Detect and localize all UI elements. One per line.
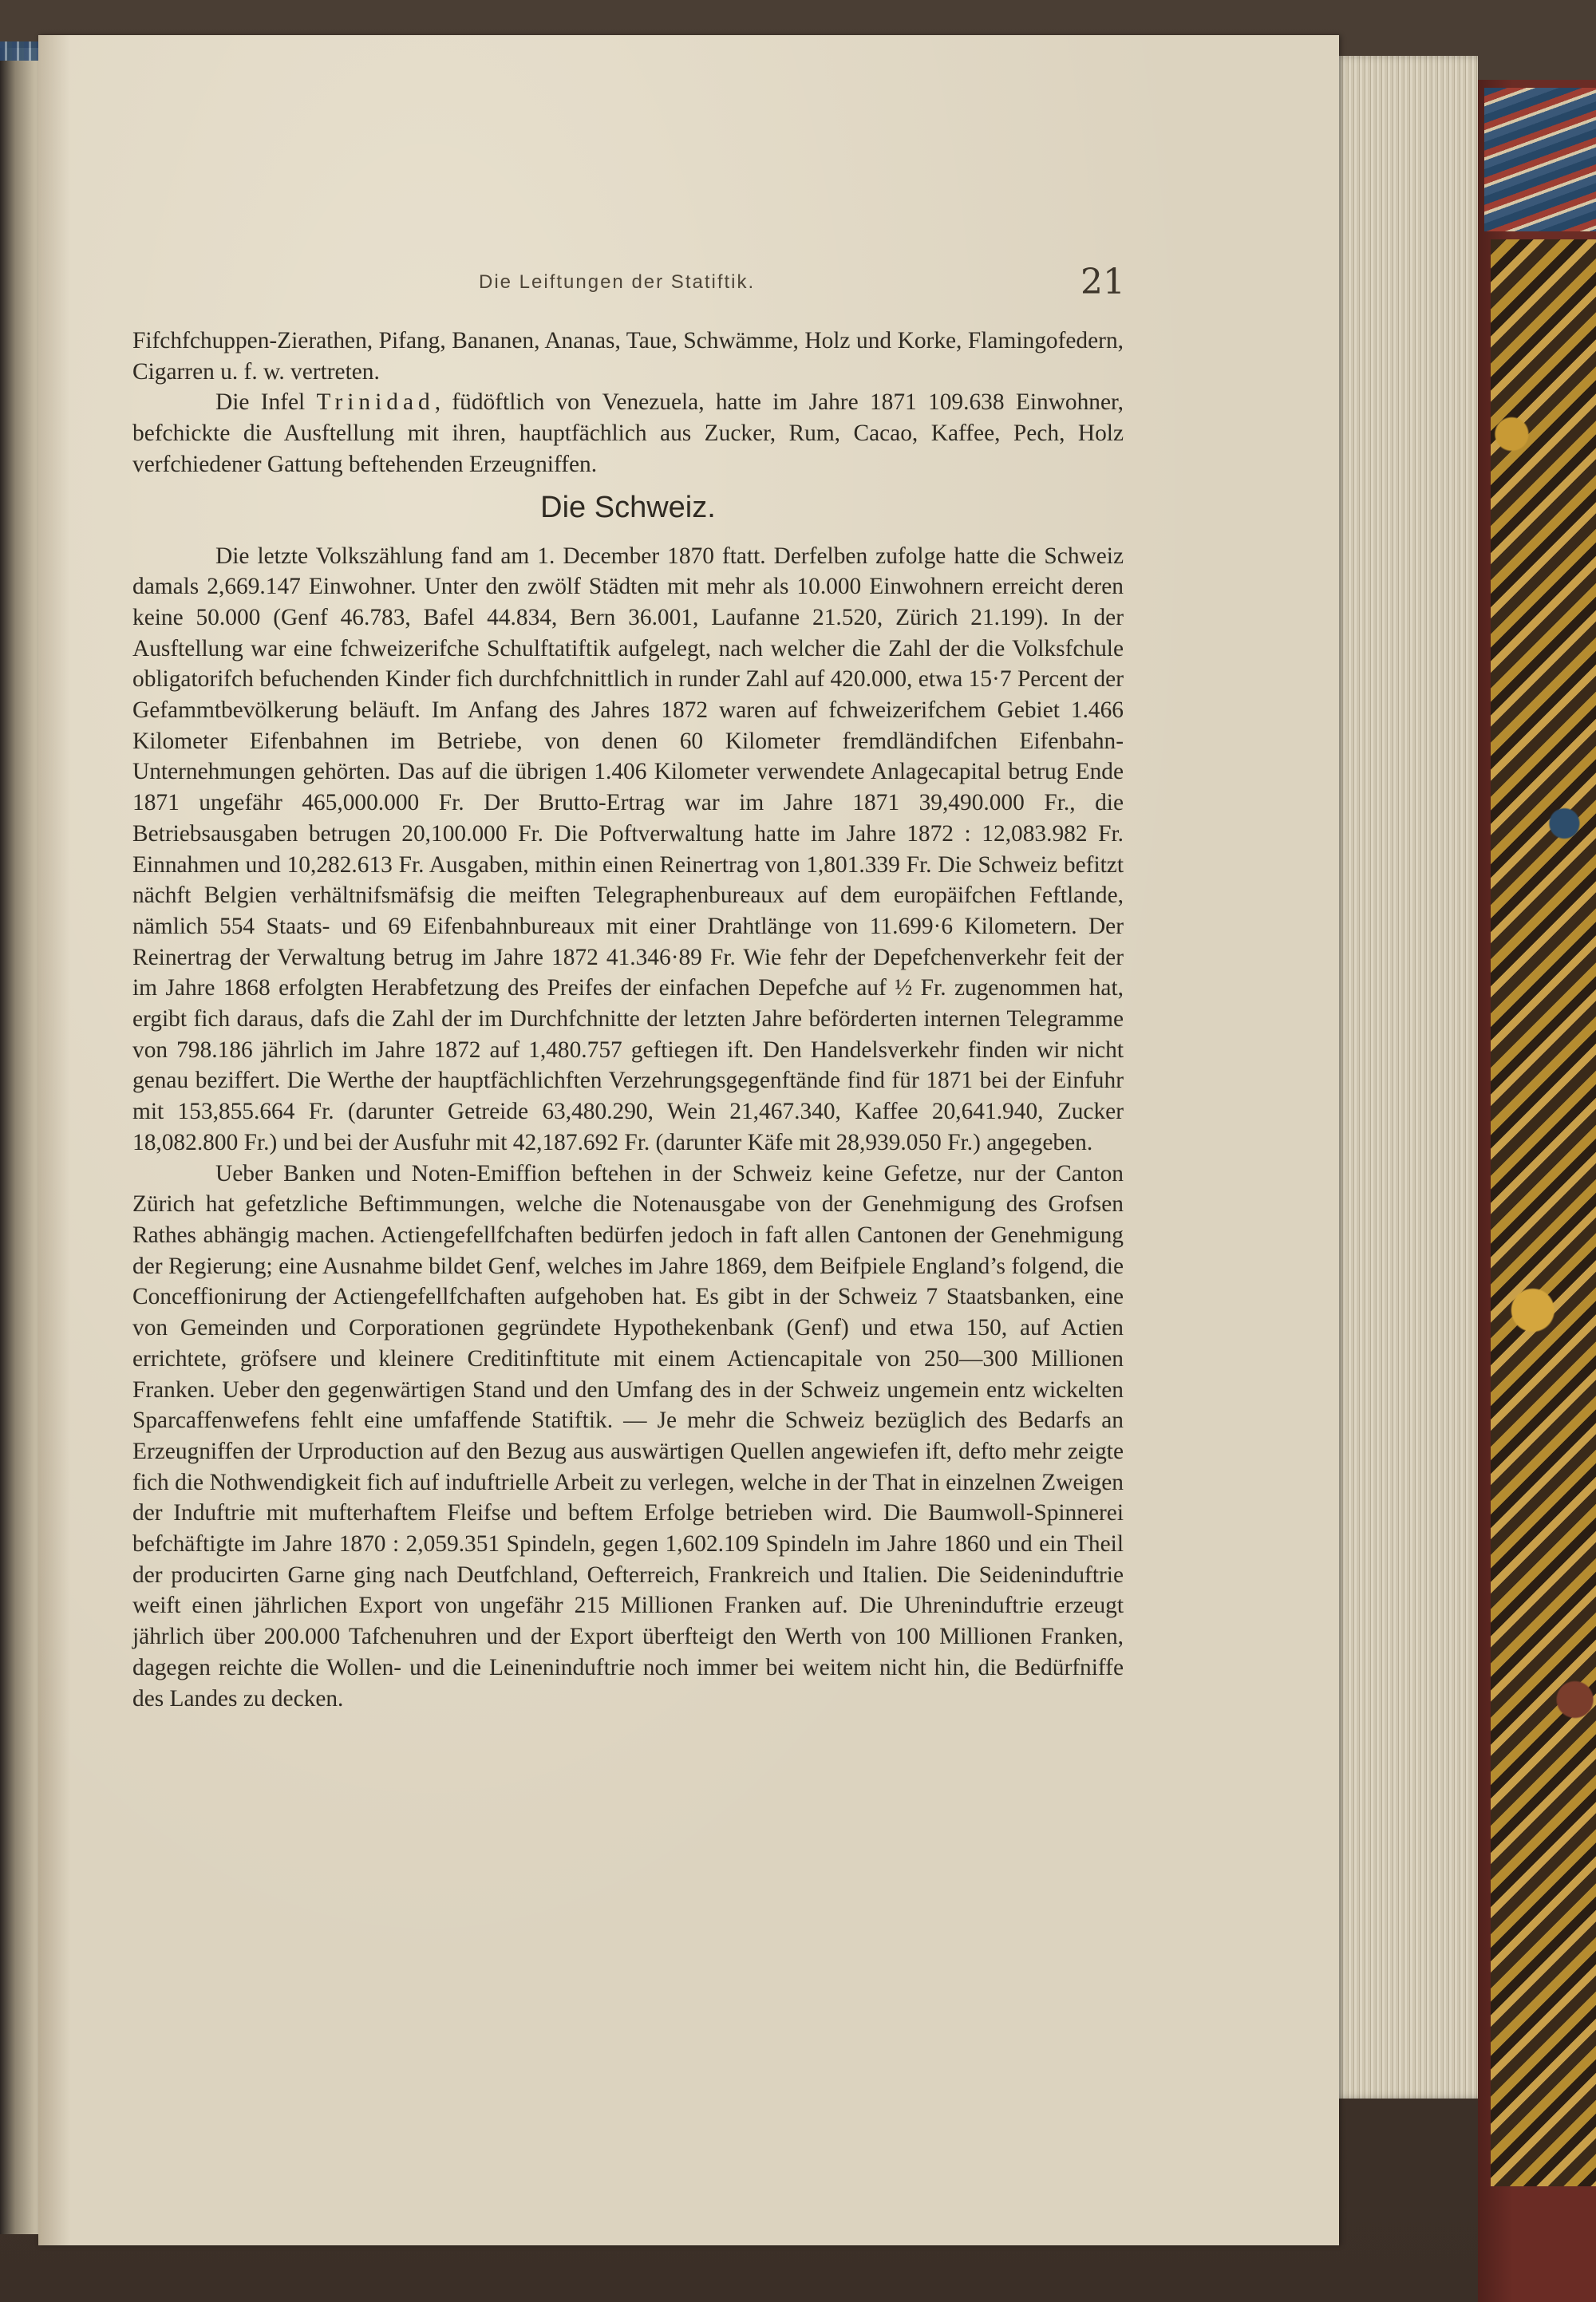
paragraph-census: Die letzte Volkszählung fand am 1. December 1870 ftatt. Derfelben zufolge hatte die Schweiz damals 2,669.147 Einwohner. Unter den zwölf Städten mit mehr als 10.000 Einwohnern erreicht deren keine 50.000 (Genf 46.783, Bafel 44.834, Bern 36.001, Laufanne 21.520, Zürich 21.199). In der Ausftellung war eine fchweizerifche Schulftatiftik aufgelegt, nach welcher die Zahl der die Volksfchule obligatorifch befuchenden Kinder fich durchfchnittlich in runder Zahl auf 420.000, etwa 15·7 Percent der Gefammtbevölkerung beläuft. Im Anfang des Jahres 1872 waren auf fchweizerifchem Gebiet 1.466 Kilometer Eifenbahnen im Betriebe, von denen 60 Kilometer fremdländifchen Eifenbahn-Unternehmungen gehörten. Das auf die übrigen 1.406 Kilometer verwendete Anlagecapital betrug Ende 1871 ungefähr 465,000.000 Fr. Der Brutto-Ertrag war im Jahre 1871 39,490.000 Fr., die Betriebsausgaben betrugen 20,100.000 Fr. Die Poftverwaltung hatte im Jahre 1872 : 12,083.982 Fr. Einnahmen und 10,282.613 Fr. Ausgaben, mithin einen Reinertrag von 1,801.339 Fr. Die Schweiz befitzt nächft Belgien verhältnifsmäfsig die meiften Telegraphenbureaux auf dem europäifchen Feftlande, nämlich 554 Staats- und 69 Eifenbahnbureaux mit einer Drahtlänge von 11.699·6 Kilometern. Der Reinertrag der Verwaltung betrug im Jahre 1872 41.346·89 Fr. Wie fehr der Depefchenverkehr feit der im Jahre 1868 erfolgten Herabfetzung des Preifes der einfachen Depefche auf ½ Fr. zugenommen hat, ergibt fich daraus, dafs die Zahl der im Durchfchnitte der letzten Jahre beförderten internen Telegramme von 798.186 jährlich im Jahre 1872 auf 1,480.757 geftiegen ift. Den Handelsverkehr finden wir nicht genau beziffert. Die Werthe der hauptfächlichften Verzehrungsgegenftände find für 1871 bei der Einfuhr mit 153,855.664 Fr. (darunter Getreide 63,480.290, Wein 21,467.340, Kaffee 20,641.940, Zucker 18,082.800 Fr.) und bei der Ausfuhr mit 42,187.692 Fr. (darunter Käfe mit 28,939.050 Fr.) angegeben. (132, 543, 1124, 1155)
section-title: Die Schweiz. (540, 490, 716, 524)
trinidad-paragraph (132, 387, 1124, 480)
paragraph-banks: Ueber Banken und Noten-Emiffion beftehen in der Schweiz keine Gefetze, nur der Canton Zürich hat gefetzliche Beftimmungen, welche die Notenausgabe von der Genehmigung des Grofsen Rathes abhängig machen. Actiengefellfchaften bedürfen jedoch in faft allen Cantonen der Genehmigung der Regierung; eine Ausnahme bildet Genf, welches im Jahre 1869, dem Beifpiele England’s folgend, die Conceffionirung der Actiengefellfchaften aufgehoben hat. Es gibt in der Schweiz 7 Staatsbanken, eine von Gemeinden und Corporationen gegründete Hypothekenbank (Genf) und etwa 150, auf Actien errichtete, gröfsere und kleinere Creditinftitute mit einem Actiencapitale von 250—300 Millionen Franken. Ueber den gegenwärtigen Stand und den Umfang des in der Schweiz ungemein entz wickelten Sparcaffenwefens fehlt eine umfaffende Statiftik. — Je mehr die Schweiz bezüglich des Bedarfs an Erzeugniffen der Urproduction auf den Bezug aus auswärtigen Quellen angewiefen ift, defto mehr zeigte fich die Nothwendigkeit fich auf induftrielle Arbeit zu verlegen, welche in der That in einzelnen Zweigen der Induftrie mit mufterhaftem Fleifse und beftem Erfolge betrieben wird. Die Baumwoll-Spinnerei befchäftigte im Jahre 1870 : 2,059.351 Spindeln, gegen 1,602.109 Spindeln im Jahre 1860 und ein Theil der producirten Garne ging nach Deutfchland, Oefterreich, Frankreich und Italien. Die Seideninduftrie weift einen jährlichen Export von ungefähr 215 Millionen Franken auf. Die Uhreninduftrie erzeugt jährlich über 200.000 Tafchenuhren und der Export überfteigt den Werth von 100 Millionen Franken, dagegen reichte die Wollen- und die Leineninduftrie noch immer bei weitem nicht hin, die Bedürfniffe des Landes zu decken. (132, 1160, 1124, 1712)
page-body (132, 326, 1124, 1714)
marbled-endpaper-top (1484, 88, 1596, 231)
marbled-endpaper (1491, 239, 1596, 2186)
trinidad-name: Trinidad (316, 389, 435, 416)
intro-paragraph: Fifchfchuppen-Zierathen, Pifang, Bananen, Ananas, Taue, Schwämme, Holz und Korke, Flamingofedern, Cigarren u. f. w. vertreten. (132, 328, 1124, 385)
left-page-edge (0, 48, 38, 2234)
trinidad-text-before: Die Infel (215, 389, 317, 416)
page-block-edge (1334, 56, 1478, 2099)
trinidad-text-after: , füdöftlich von Venezuela, hatte im Jahre 1871 109.638 Einwohner, befchickte die Ausftellung mit ihren, hauptfächlich aus Zucker, Rum, Cacao, Kaffee, Pech, Holz verfchiedener Gattung beftehenden Erzeugniffen. (132, 389, 1124, 477)
page-number: 21 (1080, 262, 1125, 302)
running-head: Die Leiftungen der Statiftik. (479, 271, 756, 293)
page-header (479, 262, 1125, 310)
